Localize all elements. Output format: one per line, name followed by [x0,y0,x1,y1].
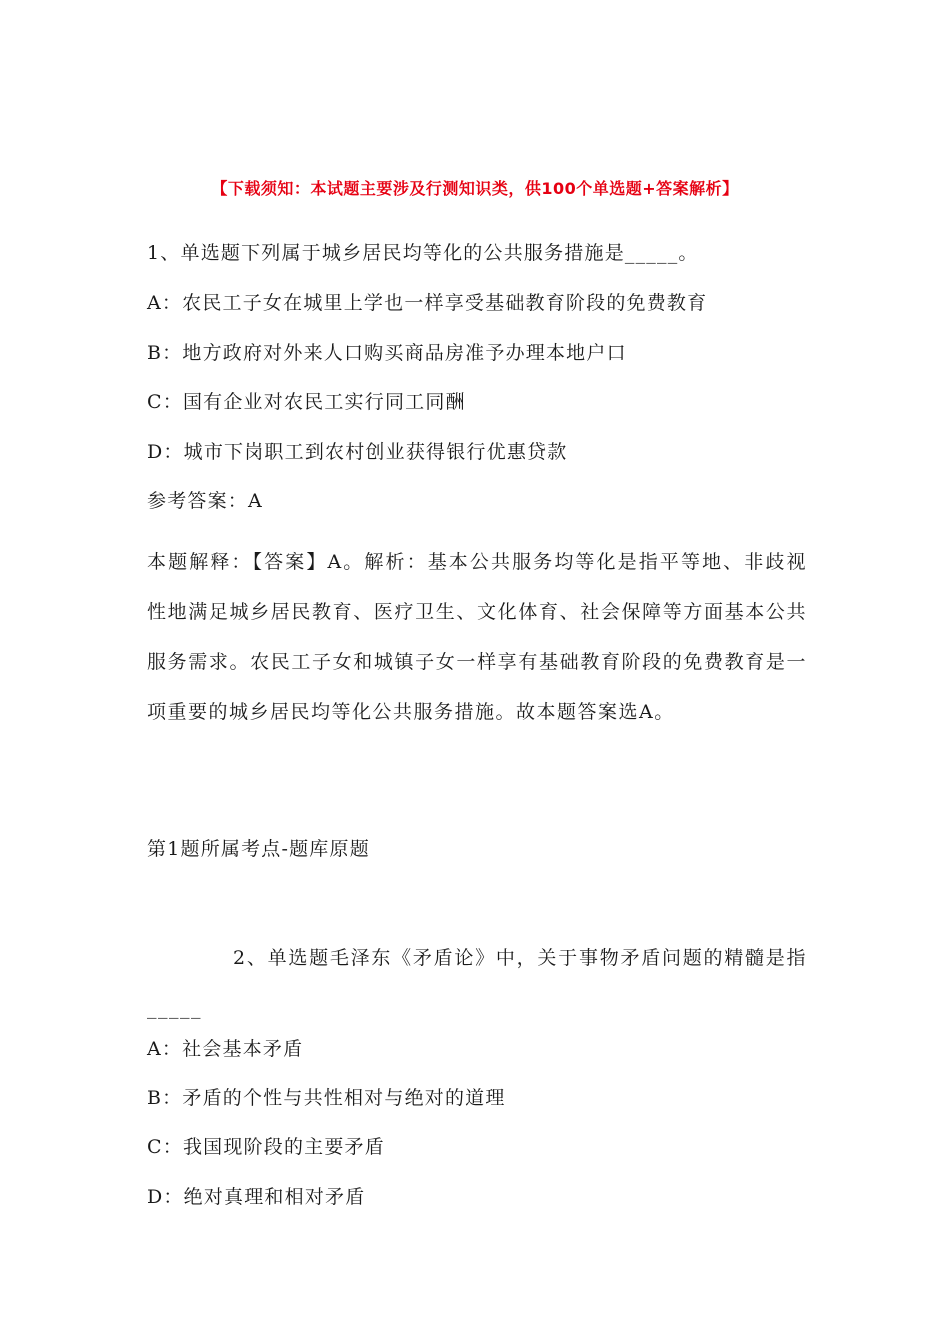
question-1-explanation: 本题解释：【答案】A。解析：基本公共服务均等化是指平等地、非歧视性地满足城乡居民教育、医疗卫生、文化体育、社会保障等方面基本公共服务需求。农民工子女和城镇子女一样享有基础教育阶段的免费教育是一项重要的城乡居民均等化公共服务措施。故本题答案选A。 [147,551,807,723]
download-notice: 【下载须知：本试题主要涉及行测知识类，供100个单选题+答案解析】 [211,179,739,198]
question-2-option-c: C：我国现阶段的主要矛盾 [147,1136,385,1158]
question-1-option-a: A：农民工子女在城里上学也一样享受基础教育阶段的免费教育 [147,292,708,314]
question-2-option-a: A：社会基本矛盾 [147,1038,304,1060]
question-2-option-b: B：矛盾的个性与共性相对与绝对的道理 [147,1087,506,1109]
question-1-option-b: B：地方政府对外来人口购买商品房准予办理本地户口 [147,342,627,364]
question-2-option-d: D：绝对真理和相对矛盾 [147,1186,366,1208]
question-1-answer: 参考答案：A [147,490,263,512]
question-2-stem: 2、单选题毛泽东《矛盾论》中，关于事物矛盾问题的精髓是指_____ [147,947,807,1019]
question-1-stem: 1、单选题下列属于城乡居民均等化的公共服务措施是_____。 [147,242,699,264]
question-1-source: 第1题所属考点-题库原题 [147,838,370,860]
question-1-option-d: D：城市下岗职工到农村创业获得银行优惠贷款 [147,441,568,463]
question-1-option-c: C：国有企业对农民工实行同工同酬 [147,391,466,413]
